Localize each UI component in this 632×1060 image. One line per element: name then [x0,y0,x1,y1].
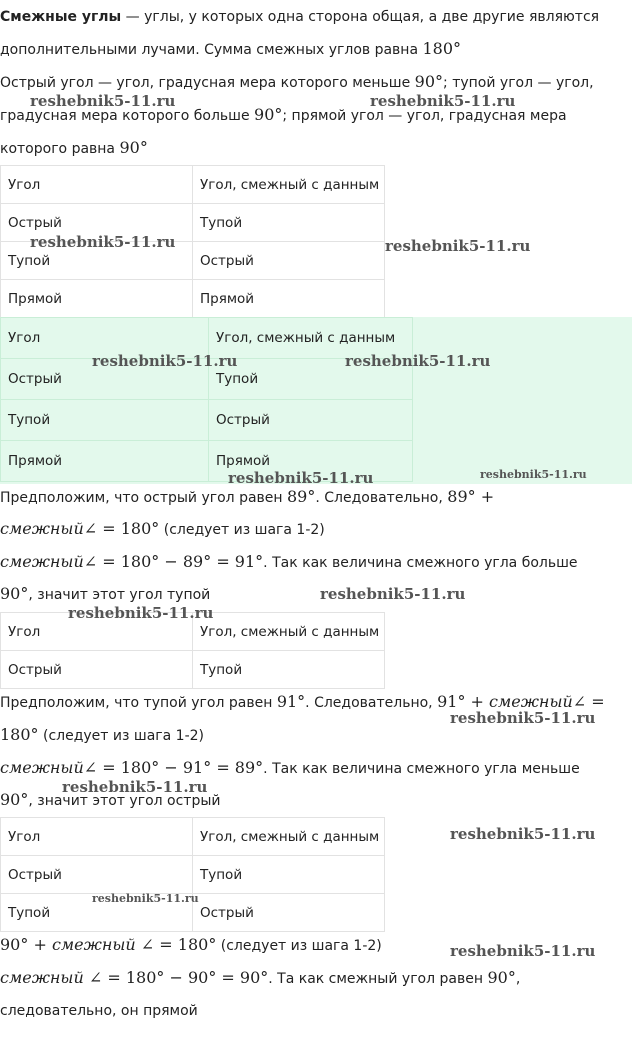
watermark: reshebnik5-11.ru [92,892,199,905]
watermark: reshebnik5-11.ru [480,468,587,481]
watermark: reshebnik5-11.ru [228,469,374,487]
watermark: reshebnik5-11.ru [30,92,176,110]
step3-line-1: 90° + смежный ∠ = 180° (следует из шага 1-2) [0,935,382,954]
watermark: reshebnik5-11.ru [345,352,491,370]
term-bold: Смежные углы [0,9,122,25]
angles-line-3: которого равна 90° [0,138,148,157]
watermark: reshebnik5-11.ru [450,709,596,727]
table-header-row: Угол Угол, смежный с данным [1,318,413,359]
step2-line-4: 90°, значит этот угол острый [0,790,221,809]
watermark: reshebnik5-11.ru [370,92,516,110]
step1-line-1: Предположим, что острый угол равен 89°. Следовательно, 89° + [0,487,495,506]
angle-table-highlighted [0,317,413,482]
watermark: reshebnik5-11.ru [450,942,596,960]
angles-line-1: Острый угол — угол, градусная мера которого меньше 90°; тупой угол — угол, [0,72,594,91]
watermark: reshebnik5-11.ru [92,352,238,370]
watermark: reshebnik5-11.ru [62,778,208,796]
table-row: Острый Тупой [1,204,385,242]
angles-line-2: градусная мера которого больше 90°; прямой угол — угол, градусная мера [0,105,567,124]
angle-table-3 [0,612,385,689]
definition-line-2: дополнительными лучами. Сумма смежных углов равна 180° [0,39,462,58]
definition-line-1: Смежные углы — углы, у которых одна сторона общая, а две другие являются [0,9,600,25]
table-header-row: Угол Угол, смежный с данным [1,166,385,204]
table-header-row: Угол Угол, смежный с данным [1,613,385,651]
table-row: Острый Тупой [1,651,385,689]
step1-line-4: 90°, значит этот угол тупой [0,584,211,603]
step2-line-2: 180° (следует из шага 1-2) [0,725,204,744]
watermark: reshebnik5-11.ru [68,604,214,622]
step1-line-3: смежный∠ = 180° − 89° = 91°. Так как величина смежного угла больше [0,552,578,571]
table-header-row: Угол Угол, смежный с данным [1,818,385,856]
table-row: Тупой Острый [1,894,385,932]
table-row: Острый Тупой [1,856,385,894]
step2-line-1: Предположим, что тупой угол равен 91°. Следовательно, 91° + смежный∠ = [0,692,605,711]
watermark: reshebnik5-11.ru [30,233,176,251]
step1-line-2: смежный∠ = 180° (следует из шага 1-2) [0,519,325,538]
step3-line-2: смежный ∠ = 180° − 90° = 90°. Та как смежный угол равен 90°, [0,968,521,987]
watermark: reshebnik5-11.ru [450,825,596,843]
step3-line-3: следовательно, он прямой [0,1003,198,1019]
step2-line-3: смежный∠ = 180° − 91° = 89°. Так как величина смежного угла меньше [0,758,580,777]
watermark: reshebnik5-11.ru [385,237,531,255]
angle-table-4 [0,817,385,932]
watermark: reshebnik5-11.ru [320,585,466,603]
table-row: Тупой Острый [1,400,413,441]
table-row: Тупой Острый [1,242,385,280]
table-row: Прямой Прямой [1,280,385,318]
table-row: Острый Тупой [1,359,413,400]
table-row: Прямой Прямой [1,441,413,482]
